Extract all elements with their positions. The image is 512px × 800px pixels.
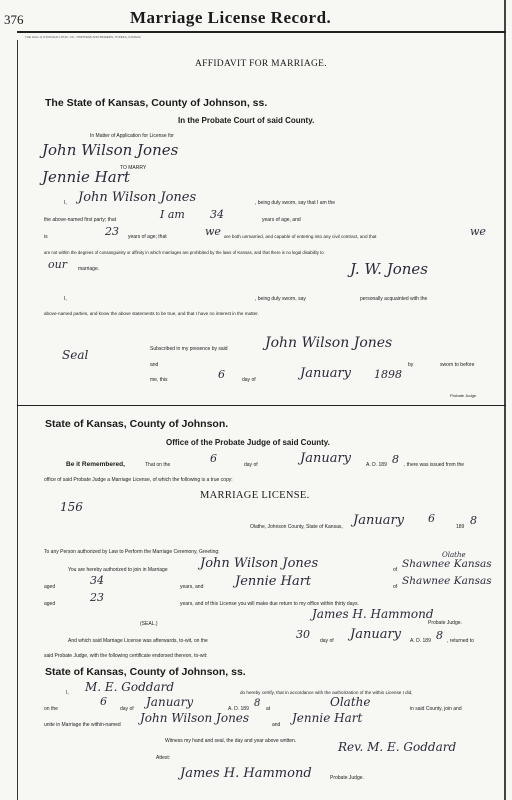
affiant-signature: J. W. Jones bbox=[350, 260, 428, 278]
right-edge-rule bbox=[504, 0, 506, 800]
judge-day-of: day of bbox=[244, 462, 258, 468]
age-1: 34 bbox=[210, 208, 224, 221]
groom-aged-label: aged bbox=[44, 584, 56, 590]
years-of-age-2: years of age; that bbox=[128, 234, 167, 240]
affidavit-heading: AFFIDAVIT FOR MARRIAGE. bbox=[195, 59, 327, 69]
greeting: To any Person authorized by Law to Perform the Marriage Ceremony, Greeting: bbox=[44, 549, 220, 555]
issued-text: , there was issued from the bbox=[404, 462, 465, 468]
certify-text: do hereby certify, that in accordance with the authorization of the within License I did, bbox=[240, 690, 413, 695]
cert-place: Olathe bbox=[330, 695, 371, 709]
place-date-label: Olathe, Johnson County, State of Kansas, bbox=[250, 524, 343, 530]
affidavit-month: January bbox=[300, 366, 352, 381]
license-judge-signature: James H. Hammond bbox=[312, 607, 434, 621]
returned-ad-label: A. D. 189 bbox=[410, 638, 431, 644]
attest-label: Attest: bbox=[156, 755, 171, 761]
cert-month: January bbox=[146, 695, 194, 709]
years-of-age-1: years of age, and bbox=[262, 217, 301, 223]
subscribed-value: John Wilson Jones bbox=[265, 335, 393, 351]
cert-i-label: I, bbox=[66, 690, 69, 696]
license-probate-judge: Probate Judge. bbox=[428, 620, 462, 626]
returned-day-of: day of bbox=[320, 638, 334, 644]
affidavit-day-of: day of bbox=[242, 377, 256, 383]
page-number: 376 bbox=[4, 12, 24, 27]
is-label: is bbox=[44, 234, 48, 240]
age-2: 23 bbox=[105, 225, 119, 238]
being-sworn-text: , being duly sworn, say that I am the bbox=[255, 200, 336, 206]
cert-day-of: day of bbox=[120, 706, 134, 712]
years-and-label: years, and bbox=[180, 584, 204, 590]
acquainted-text: personally acquainted with the bbox=[360, 296, 428, 302]
unite-text: unite in Marriage the within-named bbox=[44, 722, 121, 728]
consanguinity-text: are not within the degrees of consanguinity or affinity in which marriages are prohibited by the laws of Kansas, and that there is no legal disability to bbox=[44, 250, 324, 255]
seal-mark: Seal bbox=[62, 348, 89, 362]
judge-year: 8 bbox=[392, 453, 399, 466]
our-value: our bbox=[48, 258, 67, 271]
groom-of-label: of bbox=[393, 567, 398, 573]
unmarried-text: are both unmarried, and capable of entering into any civil contract, and that bbox=[224, 234, 377, 239]
judge-day: 6 bbox=[210, 452, 217, 465]
affidavit-state-line: The State of Kansas, County of Johnson, ss. bbox=[45, 97, 268, 109]
groom-age: 34 bbox=[90, 574, 104, 587]
applicant-name: John Wilson Jones bbox=[42, 141, 179, 159]
affidavit-probate-judge: Probate Judge. bbox=[450, 393, 478, 398]
license-month: January bbox=[353, 513, 405, 528]
i-label: I, bbox=[64, 200, 67, 206]
sworn-say-text: , being duly sworn, say bbox=[255, 296, 306, 302]
groom-place: Shawnee Kansas bbox=[402, 558, 492, 570]
to-marry-label: TO MARRY bbox=[120, 165, 147, 171]
first-party-value: I am bbox=[160, 208, 185, 221]
affidavit-year: 1898 bbox=[374, 368, 402, 381]
officiant-name: M. E. Goddard bbox=[85, 680, 175, 694]
license-year-prefix: 189 bbox=[456, 524, 465, 530]
first-party-label: the above-named first party; that bbox=[44, 217, 116, 223]
certificate-state-line: State of Kansas, County of Johnson, ss. bbox=[45, 666, 246, 678]
section-divider-1 bbox=[17, 405, 506, 406]
groom-place-note: Olathe bbox=[442, 551, 466, 559]
judge-office-line: Office of the Probate Judge of said County. bbox=[166, 438, 330, 447]
bride-age: 23 bbox=[90, 591, 104, 604]
cert-year: 8 bbox=[254, 698, 261, 709]
returned-year: 8 bbox=[436, 629, 443, 642]
left-margin-rule bbox=[17, 40, 18, 800]
judge-month: January bbox=[300, 451, 352, 466]
judge-state-line: State of Kansas, County of Johnson. bbox=[45, 418, 229, 430]
license-day: 6 bbox=[428, 512, 435, 525]
remembered-label: Be it Remembered, bbox=[66, 461, 125, 468]
return-text: years, and of this License you will make due return to my office within thirty days. bbox=[180, 601, 359, 607]
printer-line: THE HALL & O'DONALD LITHO. CO., PRINTERS AND BINDERS, TOPEKA, KANSAS. bbox=[25, 35, 142, 39]
seal-label: (SEAL.) bbox=[140, 621, 158, 627]
cert-day: 6 bbox=[100, 695, 107, 708]
county-text: in said County, join and bbox=[410, 706, 462, 712]
bride-of-label: of bbox=[393, 584, 398, 590]
bride-name: Jennie Hart bbox=[42, 168, 130, 186]
returned-to-text: , returned to bbox=[447, 638, 474, 644]
deponent-name: John Wilson Jones bbox=[78, 190, 197, 205]
record-title: Marriage License Record. bbox=[130, 8, 332, 27]
license-bride: Jennie Hart bbox=[235, 574, 312, 589]
marriage-label: marriage. bbox=[78, 266, 100, 272]
officiant-signature: Rev. M. E. Goddard bbox=[338, 740, 457, 754]
record-number: 156 bbox=[60, 500, 83, 514]
certificate-text: said Probate Judge, with the following certificate endorsed thereon, to-wit: bbox=[44, 653, 208, 659]
returned-day: 30 bbox=[296, 628, 310, 641]
license-groom: John Wilson Jones bbox=[200, 556, 319, 571]
office-text: office of said Probate Judge a Marriage License, of which the following is a true copy: bbox=[44, 477, 233, 483]
cert-at-label: at bbox=[266, 706, 271, 712]
that-on-label: That on the bbox=[145, 462, 171, 468]
returned-text: And which said Marriage License was afterwards, to-wit, on the bbox=[68, 638, 208, 644]
cert-groom: John Wilson Jones bbox=[140, 711, 250, 725]
license-heading: MARRIAGE LICENSE. bbox=[200, 490, 310, 501]
cert-ad-label: A. D. 189 bbox=[228, 706, 249, 712]
above-named-text: above-named parties, and know the above statements to be true, and that I have no interest in the matter. bbox=[44, 311, 259, 316]
cert-bride: Jennie Hart bbox=[292, 711, 363, 725]
cert-and-label: and bbox=[272, 722, 281, 728]
witness-text: Witness my hand and seal, the day and year above written. bbox=[165, 738, 297, 744]
license-year: 8 bbox=[470, 514, 477, 527]
i-label-2: I, bbox=[64, 296, 67, 302]
cert-on-the: on the bbox=[44, 706, 58, 712]
me-this-label: me, this bbox=[150, 377, 168, 383]
bride-place: Shawnee Kansas bbox=[402, 575, 492, 587]
sworn-label: sworn to before bbox=[440, 362, 475, 368]
affidavit-court-line: In the Probate Court of said County. bbox=[178, 116, 315, 125]
matter-label: In Matter of Application for License for bbox=[90, 133, 174, 139]
and-label: and bbox=[150, 362, 159, 368]
subscribed-label: Subscribed in my presence by said bbox=[150, 346, 228, 352]
affidavit-day: 6 bbox=[218, 368, 225, 381]
judge-ad-label: A. D. 189 bbox=[366, 462, 387, 468]
cert-probate-judge: Probate Judge. bbox=[330, 775, 364, 781]
cert-judge-signature: James H. Hammond bbox=[180, 766, 312, 781]
authorized-text: You are hereby authorized to join in Marriage bbox=[68, 567, 168, 573]
we-value-2: we bbox=[470, 225, 486, 238]
we-value-1: we bbox=[205, 225, 221, 238]
header-rule bbox=[17, 31, 506, 33]
bride-aged-label: aged bbox=[44, 601, 56, 607]
returned-month: January bbox=[350, 627, 402, 642]
by-label: by bbox=[408, 362, 414, 368]
